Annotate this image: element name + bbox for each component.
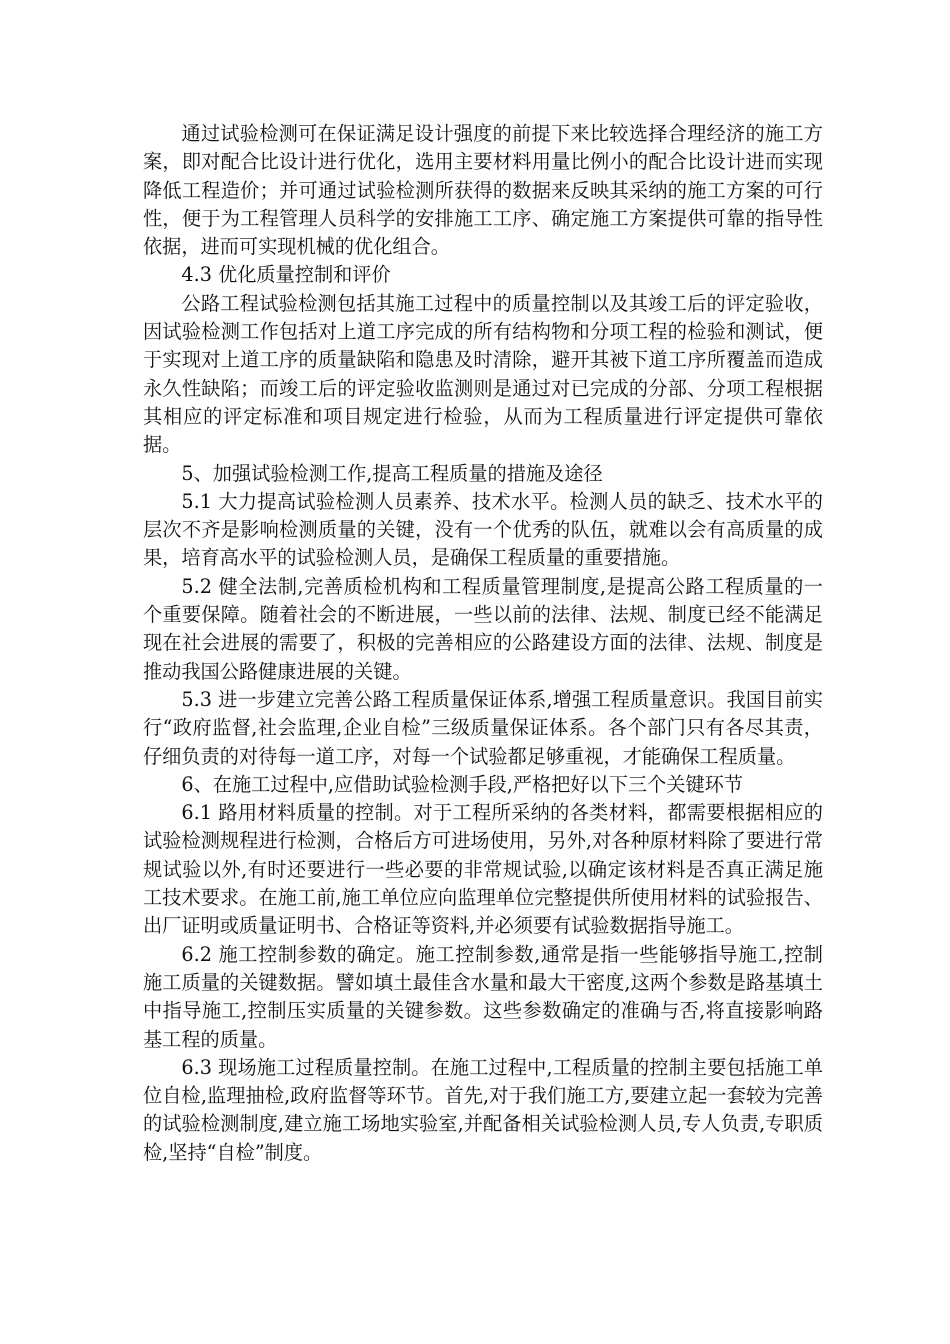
paragraph-6-3: 6.3 现场施工过程质量控制。在施工过程中,工程质量的控制主要包括施工单位自检,监理抽检,政府监督等环节。首先,对于我们施工方,要建立起一套较为完善的试验检测制度,建立施工场地实验室,并配备相关试验检测人员,专人负责,专职质检,坚持“自检”制度。 [143, 1055, 823, 1164]
paragraph-6-2: 6.2 施工控制参数的确定。施工控制参数,通常是指一些能够指导施工,控制施工质量的关键数据。譬如填土最佳含水量和最大干密度,这两个参数是路基填土中指导施工,控制压实质量的关键参数。这些参数确定的准确与否,将直接影响路基工程的质量。 [143, 942, 823, 1051]
heading-4-3: 4.3 优化质量控制和评价 [181, 263, 391, 287]
document-page [143, 120, 823, 1167]
paragraph-5-3: 5.3 进一步建立完善公路工程质量保证体系,增强工程质量意识。我国目前实行“政府监督,社会监理,企业自检”三级质量保证体系。各个部门只有各尽其责，仔细负责的对待每一道工序，对每一个试验都足够重视，才能确保工程质量。 [143, 687, 823, 768]
paragraph-quality-evaluation: 公路工程试验检测包括其施工过程中的质量控制以及其竣工后的评定验收，因试验检测工作包括对上道工序完成的所有结构物和分项工程的检验和测试，便于实现对上道工序的质量缺陷和隐患及时清除，避开其被下道工序所覆盖而造成永久性缺陷；而竣工后的评定验收监测则是通过对已完成的分部、分项工程根据其相应的评定标准和项目规定进行检验，从而为工程质量进行评定提供可靠依据。 [143, 291, 823, 457]
paragraph-intro-optimization: 通过试验检测可在保证满足设计强度的前提下来比较选择合理经济的施工方案，即对配合比设计进行优化，选用主要材料用量比例小的配合比设计进而实现降低工程造价；并可通过试验检测所获得的数据来反映其采纳的施工方案的可行性，便于为工程管理人员科学的安排施工工序、确定施工方案提供可靠的指导性依据，进而可实现机械的优化组合。 [143, 122, 823, 259]
paragraph-5-2: 5.2 健全法制,完善质检机构和工程质量管理制度,是提高公路工程质量的一个重要保障。随着社会的不断进展，一些以前的法律、法规、制度已经不能满足现在社会进展的需要了，积极的完善相应的公路建设方面的法律、法规、制度是推动我国公路健康进展的关键。 [143, 574, 823, 683]
heading-5: 5、加强试验检测工作,提高工程质量的措施及途径 [181, 461, 603, 485]
heading-6: 6、在施工过程中,应借助试验检测手段,严格把好以下三个关键环节 [181, 772, 744, 796]
paragraph-5-1: 5.1 大力提高试验检测人员素养、技术水平。检测人员的缺乏、技术水平的层次不齐是影响检测质量的关键，没有一个优秀的队伍，就难以会有高质量的成果，培育高水平的试验检测人员，是确保工程质量的重要措施。 [143, 489, 823, 570]
paragraph-6-1: 6.1 路用材料质量的控制。对于工程所采纳的各类材料，都需要根据相应的试验检测规程进行检测，合格后方可进场使用，另外,对各种原材料除了要进行常规试验以外,有时还要进行一些必要的非常规试验,以确定该材料是否真正满足施工技术要求。在施工前,施工单位应向监理单位完整提供所使用材料的试验报告、出厂证明或质量证明书、合格证等资料,并必须要有试验数据指导施工。 [143, 801, 823, 938]
